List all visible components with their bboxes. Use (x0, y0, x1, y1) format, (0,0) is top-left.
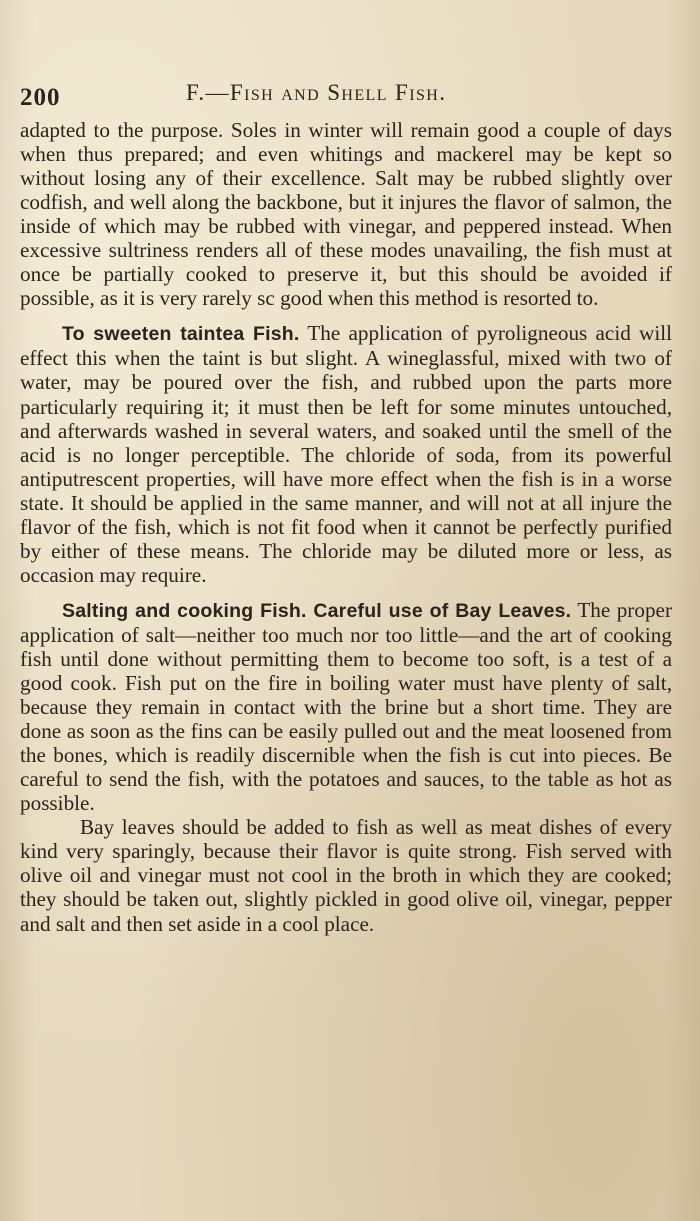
paragraph-salting-fish (20, 598, 672, 815)
paragraph-text: adapted to the purpose. Soles in winter will remain good a couple of days when thus prepared; and even whitings and mackerel may be kept so without losing any of their excellence. Salt may be rubbed slightly over codfish, and well along the backbone, but it injures the flavor of salmon, the inside of which may be rubbed with vinegar, and peppered instead. When excessive sultriness renders all of these modes unavailing, the fish must at once be partially cooked to preserve it, but this should be avoided if possible, as it is very rarely sc good when this method is resorted to. (20, 118, 672, 311)
page-header (20, 74, 672, 114)
running-head: F.—Fish and Shell Fish. (186, 80, 447, 105)
paragraph-bay-leaves (20, 815, 672, 935)
section-title: To sweeten taintea Fish. (62, 323, 300, 346)
paragraph-text: Bay leaves should be added to fish as well as meat dishes of every kind very sparingly, because their flavor is quite strong. Fish served with olive oil and vinegar must not cool in the broth in which they are cooked; they should be taken out, slightly pickled in good olive oil, vinegar, pepper and salt and then set aside in a cool place. (20, 815, 672, 936)
page-body (20, 118, 672, 936)
paragraph-text: The proper application of salt—neither too much nor too little—and the art of cooking fish until done without permitting them to become too soft, is a test of a good cook. Fish put on the fire in boiling water must have plenty of salt, because they remain in contact with the brine but a short time. They are done as soon as the fins can be easily pulled out and the meat loosened from the bones, which is readily discernible when the fish is cut into pieces. Be careful to send the fish, with the potatoes and sauces, to the table as hot as possible. (20, 597, 673, 816)
section-title: Salting and cooking Fish. Careful use of Bay Leaves. (62, 599, 572, 622)
paragraph-text: The application of pyroligneous acid will effect this when the taint is but slight. A wineglassful, mixed with two of water, may be poured over the fish, and rubbed upon the parts more particularly requiring it; it must then be left for some minutes untouched, and afterwards washed in several waters, and soaked until the smell of the acid is no longer perceptible. The chloride of soda, from its powerful antiputrescent properties, will have more effect when the fish is in a worse state. It should be applied in the same manner, and will not at all injure the flavor of the fish, which is not fit food when it cannot be perfectly purified by either of these means. The chloride may be diluted more or less, as occasion may require. (20, 321, 672, 587)
page-number: 200 (20, 84, 61, 111)
paragraph-continuation (20, 118, 672, 310)
paragraph-sweeten-fish (20, 321, 672, 587)
